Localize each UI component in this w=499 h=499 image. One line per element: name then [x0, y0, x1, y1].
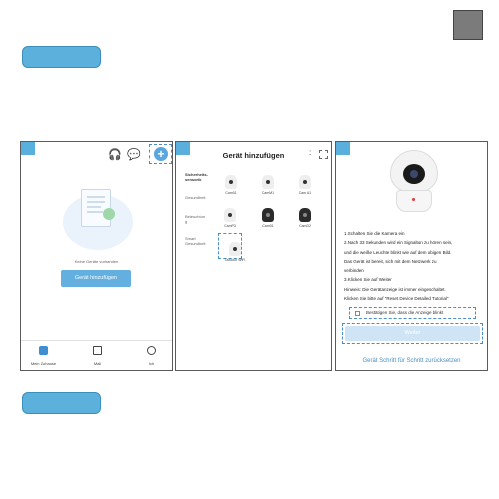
camera-icon [299, 208, 311, 222]
section-pill-1 [22, 46, 101, 68]
document-icon [81, 189, 111, 227]
instruction-line: 3.Klicken Sie auf Weiter [344, 277, 392, 283]
scan-icon[interactable] [319, 150, 328, 159]
next-highlight [342, 323, 483, 344]
nav-label: Mall [93, 361, 102, 366]
bottom-nav [21, 340, 172, 370]
confirm-label: Bestätigen Sie, dass die Anzeige blinkt [366, 310, 444, 315]
camera-image [384, 150, 444, 216]
nav-item-home[interactable] [21, 346, 66, 366]
camera-icon [299, 175, 311, 189]
instruction-line: Klicken Sie bitte auf "Reset Device Detailed Tutorial" [344, 296, 449, 302]
nav-label: Ich [148, 361, 155, 366]
device-label: Outdoor WiFi [224, 258, 246, 262]
camera-icon [224, 208, 236, 222]
device-label: Cam01 [262, 224, 274, 228]
section-pill-2 [22, 392, 101, 414]
reset-tutorial-link[interactable]: Gerät Schritt für Schritt zurücksetzen [362, 358, 461, 364]
camera-icon [262, 208, 274, 222]
headset-icon[interactable]: 🎧 [108, 149, 122, 161]
instruction-steps [344, 229, 486, 303]
camera-icon [229, 242, 241, 256]
device-label: CamM1 [261, 191, 275, 195]
device-camm1[interactable] [255, 175, 281, 195]
category-lighting[interactable]: Beleuchtun g [185, 214, 206, 224]
device-cama1[interactable] [292, 175, 318, 195]
next-button[interactable]: Weiter [345, 326, 480, 341]
device-camp3[interactable] [217, 208, 243, 228]
step-tag [336, 142, 350, 155]
device-outdoor-wifi[interactable] [218, 242, 252, 262]
device-label: Cam01 [225, 191, 237, 195]
instruction-line: 2.Nach 33 Sekunden wird ein Signalton zu hören sein, [344, 240, 453, 246]
panel-add-device [175, 141, 332, 371]
camera-icon [225, 175, 237, 189]
user-icon [147, 346, 156, 355]
instruction-line: verbinden [344, 268, 364, 274]
corner-marker [453, 10, 483, 40]
device-cam01[interactable] [218, 175, 244, 195]
camera-icon [262, 175, 274, 189]
device-camd2[interactable] [292, 208, 318, 228]
instruction-line: und die weiße Leuchte blinkt wie auf dem obigen Bild. [344, 249, 452, 255]
check-icon [103, 208, 115, 220]
empty-state-text: Keine Geräte vorhanden [74, 259, 119, 264]
category-security[interactable]: Sicherheits- sensorik [185, 172, 208, 182]
plus-icon[interactable]: + [154, 147, 168, 161]
device-label: CamD2 [299, 224, 311, 228]
device-label: Cam A1 [298, 191, 312, 195]
home-icon [39, 346, 48, 355]
plus-highlight [149, 144, 172, 164]
nav-item-me[interactable] [129, 346, 173, 366]
device-label: CamP3 [224, 224, 236, 228]
nav-label: Mein Zuhause [30, 361, 57, 366]
instruction-line: Das Gerät ist bereit, sich mit dem Netzwerk zu [344, 258, 437, 264]
panel-reset-instructions [335, 141, 488, 371]
more-icon[interactable]: : [309, 148, 312, 157]
instruction-line: 1.Schalten Sie die Kamera ein [344, 231, 405, 236]
confirm-checkbox[interactable] [355, 311, 360, 316]
page-title: Gerät hinzufügen [222, 151, 285, 160]
instruction-line: Hinweis: Die Gerätanzeige ist immer eingeschaltet. [344, 286, 446, 292]
add-device-button[interactable]: Gerät hinzufügen [61, 270, 131, 287]
confirm-highlight [349, 307, 476, 319]
device-cam01-dark[interactable] [255, 208, 281, 228]
panel-home-screen [20, 141, 173, 371]
shopping-bag-icon [93, 346, 102, 355]
step-tag [21, 142, 35, 155]
category-smart-health[interactable]: Smart Gesundheit [185, 236, 206, 246]
chat-icon[interactable]: 💬 [127, 149, 141, 161]
category-health[interactable]: Gesundheit [185, 195, 206, 200]
nav-item-mall[interactable] [75, 346, 120, 366]
